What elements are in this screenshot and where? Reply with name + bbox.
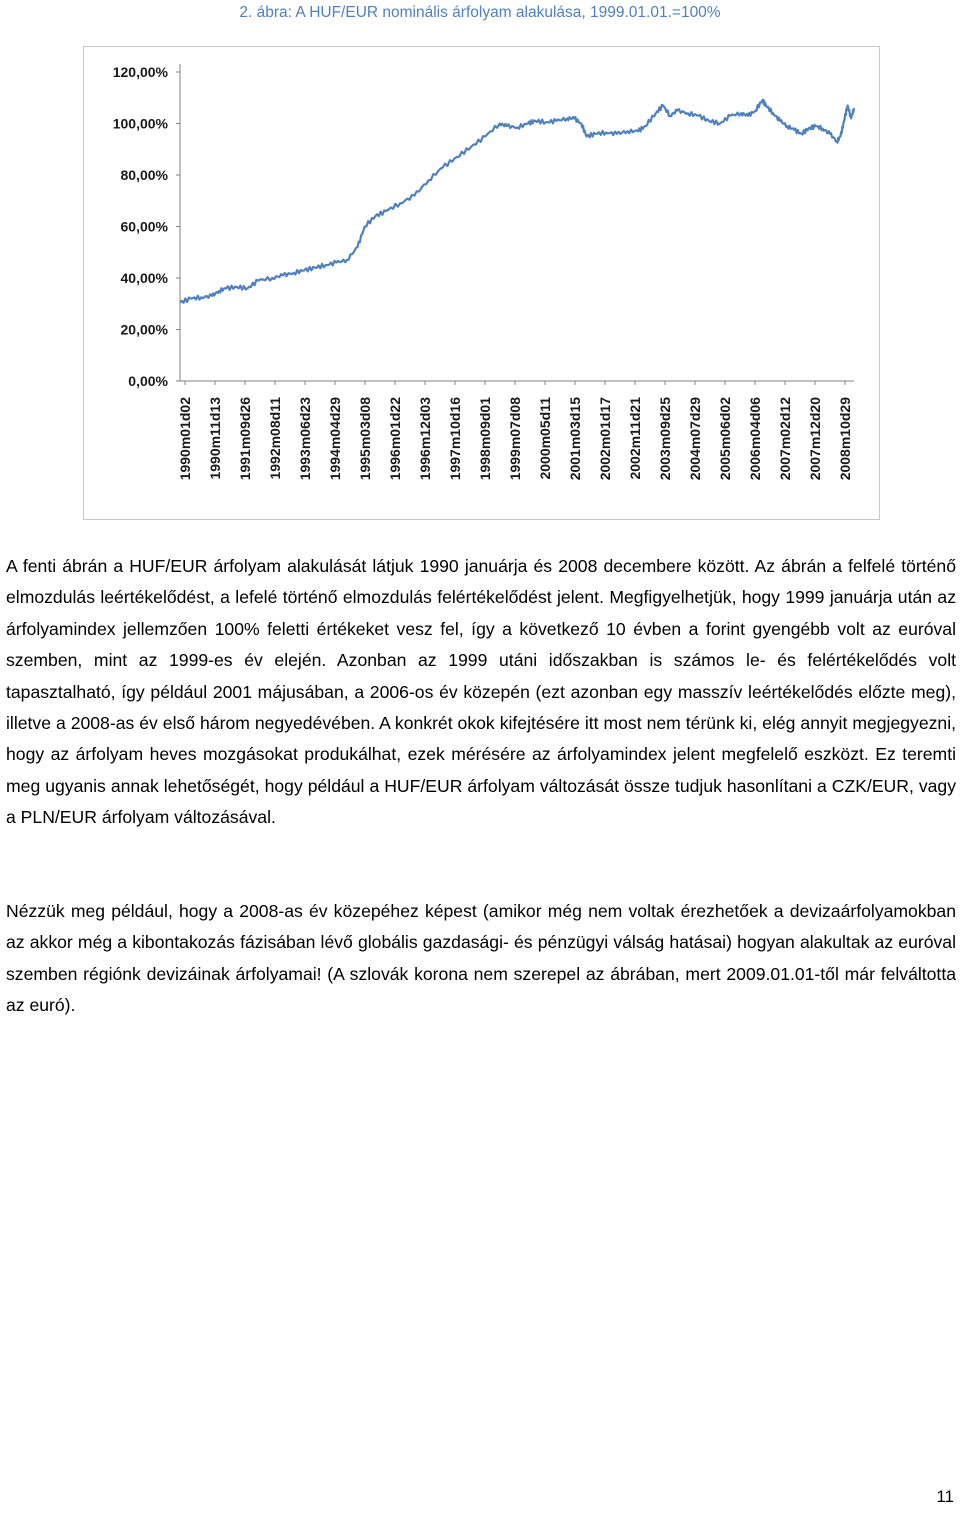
y-tick-label: 80,00% xyxy=(120,167,168,183)
x-tick-label: 1990m11d13 xyxy=(207,397,223,480)
x-tick-label: 2000m05d11 xyxy=(537,397,553,480)
x-tick-label: 2006m04d06 xyxy=(747,397,763,481)
paragraph-2-text: Nézzük meg például, hogy a 2008-as év közepéhez képest (amikor még nem voltak érezhetőek a devizaárfolyamokban az akkor még a kibontakozás fázisában lévő globális gazdasági- és pénzügyi válság hatásai) hogyan alakultak az euróval szemben régiónk devizáinak árfolyamai! (A szlovák korona nem szerepel az ábrában, mert 2009.01.01-től már felváltotta az euró). xyxy=(6,901,956,1016)
x-tick-label: 2007m02d12 xyxy=(777,397,793,481)
x-tick-label: 1996m12d03 xyxy=(417,397,433,481)
x-tick-label: 2002m01d17 xyxy=(597,397,613,481)
series-line xyxy=(180,100,854,303)
x-tick-label: 1998m09d01 xyxy=(477,397,493,481)
x-tick-label: 1991m09d26 xyxy=(237,397,253,481)
chart-frame xyxy=(83,46,880,520)
line-chart xyxy=(84,47,881,521)
x-tick-label: 1990m01d02 xyxy=(177,397,193,481)
paragraph-2 xyxy=(6,896,956,1022)
figure-caption: 2. ábra: A HUF/EUR nominális árfolyam alakulása, 1999.01.01.=100% xyxy=(239,4,721,21)
x-tick-label: 2001m03d15 xyxy=(567,397,583,481)
x-tick-label: 1995m03d08 xyxy=(357,397,373,481)
paragraph-1-text: A fenti ábrán a HUF/EUR árfolyam alakulását látjuk 1990 januárja és 2008 decembere között. Az ábrán a felfelé történő elmozdulás leértékelődést, a lefelé történő elmozdulás felértékelődést jelent. Megfigyelhetjük, hogy 1999 januárja után az árfolyamindex jellemzően 100% feletti értékeket vesz fel, így a következő 10 évben a forint gyengébb volt az euróval szemben, mint az 1999-es év elején. Azonban az 1999 utáni időszakban is számos le- és felértékelődés volt tapasztalható, így például 2001 májusában, a 2006-os év közepén (ezt azonban egy masszív leértékelődés előzte meg), illetve a 2008-as év első három negyedévében. A konkrét okok kifejtésére itt most nem térünk ki, elég annyit megjegyezni, hogy az árfolyam heves mozgásokat produkálhat, ezek mérésére az árfolyamindex jelent megfelelő eszközt. Ez teremti meg ugyanis annak lehetőségét, hogy például a HUF/EUR árfolyam változását össze tudjuk hasonlítani a CZK/EUR, vagy a PLN/EUR árfolyam változásával. xyxy=(6,556,956,828)
x-tick-label: 1994m04d29 xyxy=(327,397,343,481)
page-number: 11 xyxy=(936,1487,954,1506)
x-tick-label: 1997m10d16 xyxy=(447,397,463,481)
y-tick-label: 40,00% xyxy=(120,270,168,286)
x-tick-label: 2004m07d29 xyxy=(687,397,703,481)
x-tick-label: 2003m09d25 xyxy=(657,397,673,481)
x-tick-label: 1996m01d22 xyxy=(387,397,403,481)
y-tick-label: 20,00% xyxy=(120,321,168,338)
x-tick-label: 1992m08d11 xyxy=(267,397,283,480)
paragraph-1 xyxy=(6,551,956,834)
y-tick-label: 120,00% xyxy=(112,64,168,80)
x-tick-label: 2008m10d29 xyxy=(837,397,853,481)
y-tick-label: 0,00% xyxy=(128,373,168,389)
x-tick-label: 2002m11d21 xyxy=(627,397,643,480)
x-tick-label: 2007m12d20 xyxy=(807,397,823,481)
y-tick-label: 100,00% xyxy=(112,115,168,132)
x-tick-label: 1999m07d08 xyxy=(507,397,523,481)
y-tick-label: 60,00% xyxy=(120,218,168,235)
x-tick-label: 2005m06d02 xyxy=(717,397,733,481)
x-tick-label: 1993m06d23 xyxy=(297,397,313,481)
